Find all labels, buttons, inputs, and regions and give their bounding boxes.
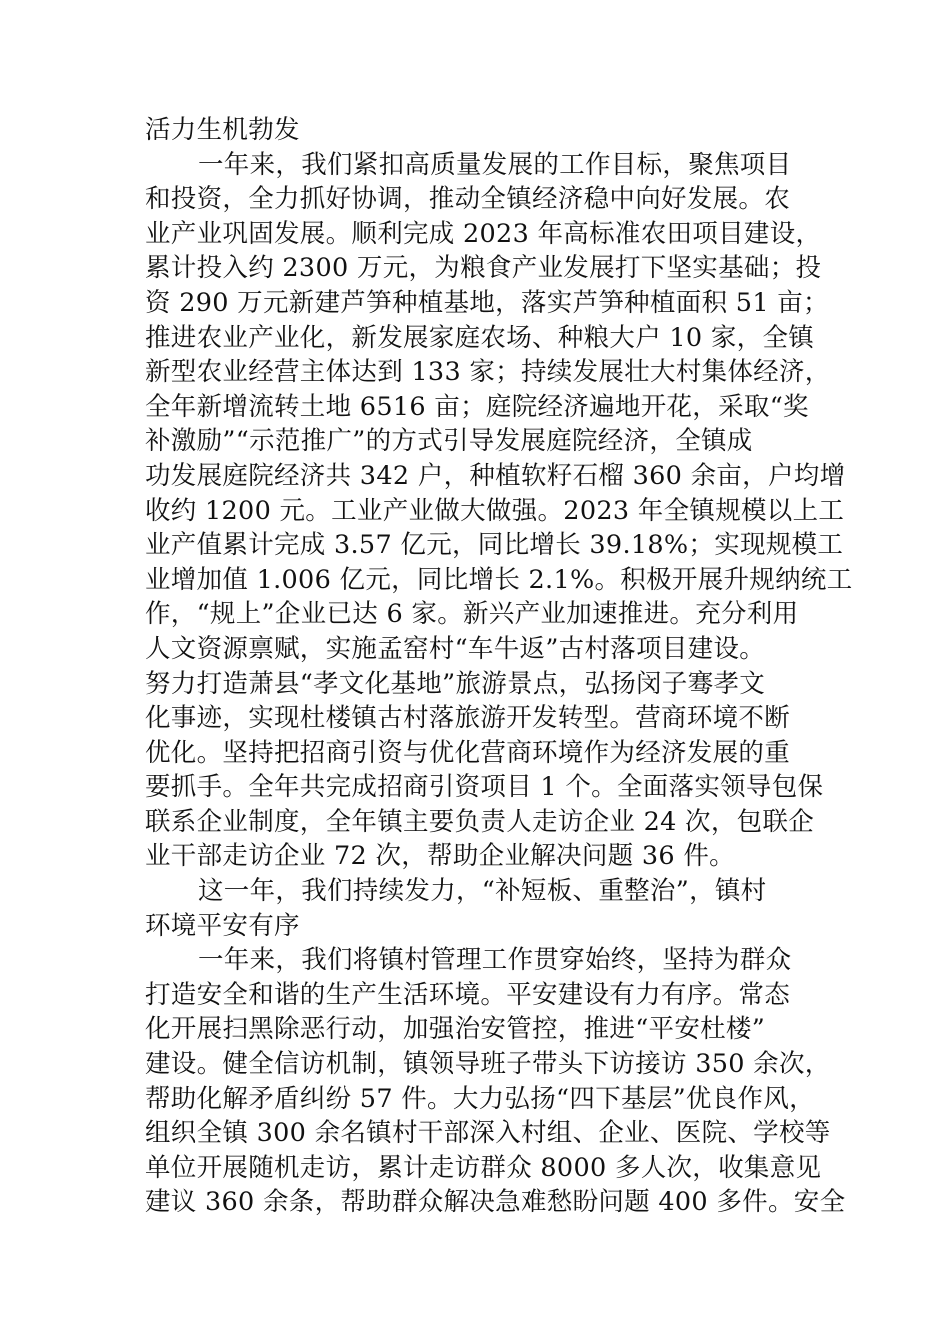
text-line: 累计投入约 2300 万元，为粮食产业发展打下坚实基础；投 bbox=[145, 253, 822, 284]
paragraph-first-line: 一年来，我们紧扣高质量发展的工作目标，聚焦项目 bbox=[198, 149, 792, 180]
text-line: 组织全镇 300 余名镇村干部深入村组、企业、医院、学校等 bbox=[145, 1118, 831, 1149]
text-line: 化事迹，实现杜楼镇古村落旅游开发转型。营商环境不断 bbox=[145, 703, 791, 734]
text-line: 收约 1200 元。工业产业做大做强。2023 年全镇规模以上工 bbox=[145, 495, 845, 526]
text-line: 业产业巩固发展。顺利完成 2023 年高标准农田项目建设， bbox=[145, 218, 822, 249]
text-line: 推进农业产业化，新发展家庭农场、种粮大户 10 家，全镇 bbox=[145, 322, 815, 353]
text-line: 业干部走访企业 72 次，帮助企业解决问题 36 件。 bbox=[145, 841, 735, 872]
text-line: 功发展庭院经济共 342 户，种植软籽石榴 360 余亩，户均增 bbox=[145, 460, 846, 491]
text-line: 新型农业经营主体达到 133 家；持续发展壮大村集体经济， bbox=[145, 357, 831, 388]
text-line: 打造安全和谐的生产生活环境。平安建设有力有序。常态 bbox=[145, 979, 791, 1010]
text-line: 帮助化解矛盾纠纷 57 件。大力弘扬“四下基层”优良作风， bbox=[145, 1083, 815, 1114]
text-line: 和投资，全力抓好协调，推动全镇经济稳中向好发展。农 bbox=[145, 184, 791, 215]
paragraph-first-line: 这一年，我们持续发力，“补短板、重整治”，镇村 bbox=[198, 876, 767, 907]
text-line: 业产值累计完成 3.57 亿元，同比增长 39.18%；实现规模工 bbox=[145, 530, 844, 561]
document-body bbox=[145, 113, 853, 1220]
paragraph-first-line: 一年来，我们将镇村管理工作贯穿始终，坚持为群众 bbox=[198, 945, 792, 976]
text-line: 人文资源禀赋，实施孟窑村“车牛返”古村落项目建设。 bbox=[145, 633, 766, 664]
text-line: 活力生机勃发 bbox=[145, 115, 300, 145]
text-line: 业增加值 1.006 亿元，同比增长 2.1%。积极开展升规纳统工 bbox=[145, 564, 853, 595]
text-line: 补激励”“示范推广”的方式引导发展庭院经济，全镇成 bbox=[145, 426, 753, 457]
text-line: 优化。坚持把招商引资与优化营商环境作为经济发展的重 bbox=[145, 737, 791, 768]
text-line: 环境平安有序 bbox=[145, 910, 300, 941]
text-line: 联系企业制度，全年镇主要负责人走访企业 24 次，包联企 bbox=[145, 806, 815, 837]
text-line: 单位开展随机走访，累计走访群众 8000 多人次，收集意见 bbox=[145, 1152, 822, 1183]
text-line: 全年新增流转土地 6516 亩；庭院经济遍地开花，采取“奖 bbox=[145, 391, 809, 422]
text-line: 建设。健全信访机制，镇领导班子带头下访接访 350 余次， bbox=[145, 1049, 831, 1080]
text-line: 作，“规上”企业已达 6 家。新兴产业加速推进。充分利用 bbox=[145, 599, 799, 630]
text-line: 努力打造萧县“孝文化基地”旅游景点，弘扬闵子骞孝文 bbox=[145, 668, 766, 699]
text-line: 要抓手。全年共完成招商引资项目 1 个。全面落实领导包保 bbox=[145, 772, 824, 803]
text-line: 资 290 万元新建芦笋种植基地，落实芦笋种植面积 51 亩； bbox=[145, 287, 829, 318]
text-line: 建议 360 余条，帮助群众解决急难愁盼问题 400 多件。安全 bbox=[145, 1187, 846, 1218]
text-line: 化开展扫黑除恶行动，加强治安管控，推进“平安杜楼” bbox=[145, 1014, 766, 1045]
